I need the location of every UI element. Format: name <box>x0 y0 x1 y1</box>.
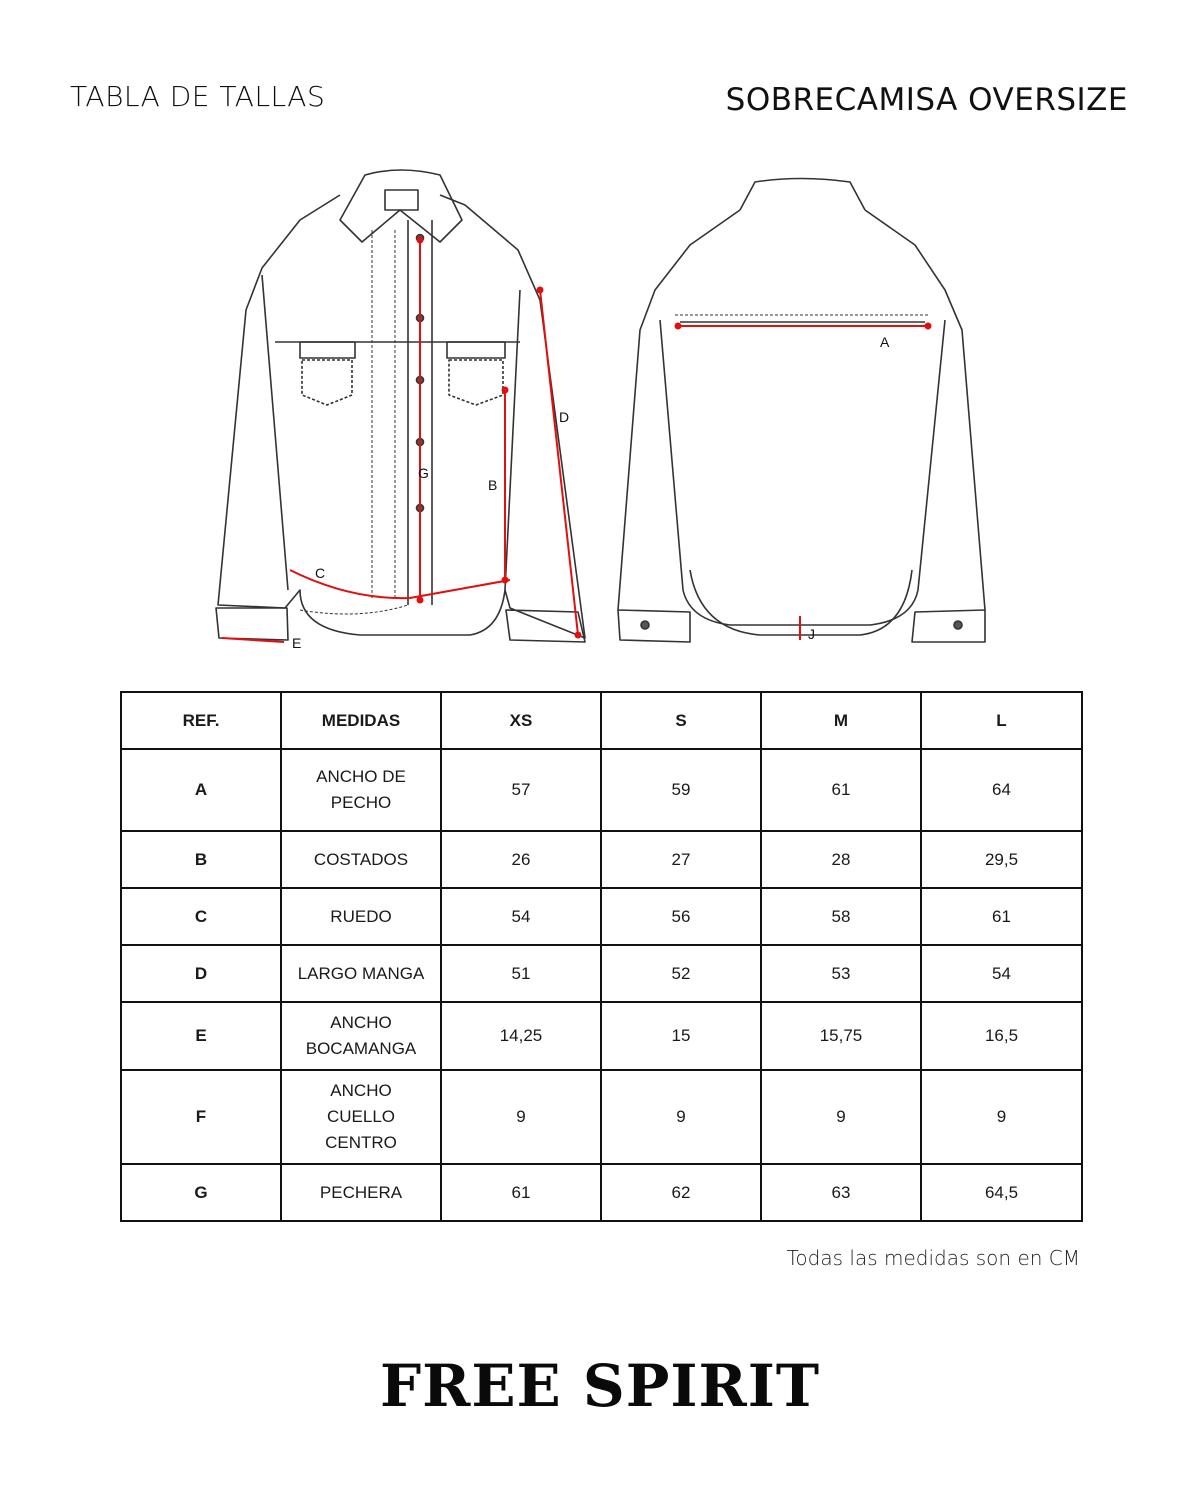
cell-ref: A <box>121 749 281 831</box>
label-e: E <box>292 635 302 651</box>
cell-m: 58 <box>761 888 921 945</box>
units-note: Todas las medidas son en CM <box>786 1246 1080 1270</box>
cell-medida: LARGO MANGA <box>281 945 441 1002</box>
measurement-lines <box>222 238 931 643</box>
table-row <box>121 831 1082 888</box>
cell-xs: 57 <box>441 749 601 831</box>
cell-medida: ANCHO CUELLO CENTRO <box>281 1070 441 1164</box>
label-a: A <box>880 334 890 350</box>
cell-m: 28 <box>761 831 921 888</box>
cell-m: 53 <box>761 945 921 1002</box>
cell-m: 9 <box>761 1070 921 1164</box>
cell-medida: RUEDO <box>281 888 441 945</box>
brand-logo: FREE SPIRIT <box>379 1352 821 1420</box>
size-table <box>120 691 1083 1222</box>
table-row <box>121 1070 1082 1164</box>
cell-l: 64 <box>921 749 1082 831</box>
cell-m: 61 <box>761 749 921 831</box>
cell-s: 27 <box>601 831 761 888</box>
label-g: G <box>418 465 429 481</box>
cell-medida: COSTADOS <box>281 831 441 888</box>
cell-ref: F <box>121 1070 281 1164</box>
cell-medida: ANCHO DE PECHO <box>281 749 441 831</box>
header-s: S <box>601 692 761 749</box>
cell-l: 64,5 <box>921 1164 1082 1221</box>
garment-diagram <box>0 150 1200 670</box>
cell-s: 62 <box>601 1164 761 1221</box>
cell-ref: D <box>121 945 281 1002</box>
header-l: L <box>921 692 1082 749</box>
cell-xs: 9 <box>441 1070 601 1164</box>
header-ref: REF. <box>121 692 281 749</box>
cell-ref: G <box>121 1164 281 1221</box>
cell-xs: 14,25 <box>441 1002 601 1070</box>
header-medidas: MEDIDAS <box>281 692 441 749</box>
cell-l: 9 <box>921 1070 1082 1164</box>
product-title: SOBRECAMISA OVERSIZE <box>725 82 1128 118</box>
cell-l: 61 <box>921 888 1082 945</box>
cell-xs: 61 <box>441 1164 601 1221</box>
cell-l: 29,5 <box>921 831 1082 888</box>
table-row <box>121 1164 1082 1221</box>
header-xs: XS <box>441 692 601 749</box>
cell-medida: ANCHO BOCAMANGA <box>281 1002 441 1070</box>
cell-m: 63 <box>761 1164 921 1221</box>
label-b: B <box>488 477 498 493</box>
header-m: M <box>761 692 921 749</box>
cell-ref: C <box>121 888 281 945</box>
cell-s: 52 <box>601 945 761 1002</box>
cell-xs: 26 <box>441 831 601 888</box>
cell-ref: E <box>121 1002 281 1070</box>
cell-s: 59 <box>601 749 761 831</box>
cell-s: 56 <box>601 888 761 945</box>
label-d: D <box>559 409 570 425</box>
cell-l: 16,5 <box>921 1002 1082 1070</box>
cell-medida: PECHERA <box>281 1164 441 1221</box>
table-header-row <box>121 692 1082 749</box>
cell-xs: 54 <box>441 888 601 945</box>
cell-s: 9 <box>601 1070 761 1164</box>
table-row <box>121 945 1082 1002</box>
back-shirt-drawing <box>618 179 985 643</box>
table-row <box>121 749 1082 831</box>
cell-xs: 51 <box>441 945 601 1002</box>
cell-ref: B <box>121 831 281 888</box>
size-chart-title: TABLA DE TALLAS <box>70 80 326 113</box>
table-row <box>121 1002 1082 1070</box>
cell-l: 54 <box>921 945 1082 1002</box>
label-j: J <box>808 626 815 642</box>
front-shirt-drawing <box>216 170 585 642</box>
table-row <box>121 888 1082 945</box>
label-c: C <box>315 565 326 581</box>
cell-m: 15,75 <box>761 1002 921 1070</box>
cell-s: 15 <box>601 1002 761 1070</box>
